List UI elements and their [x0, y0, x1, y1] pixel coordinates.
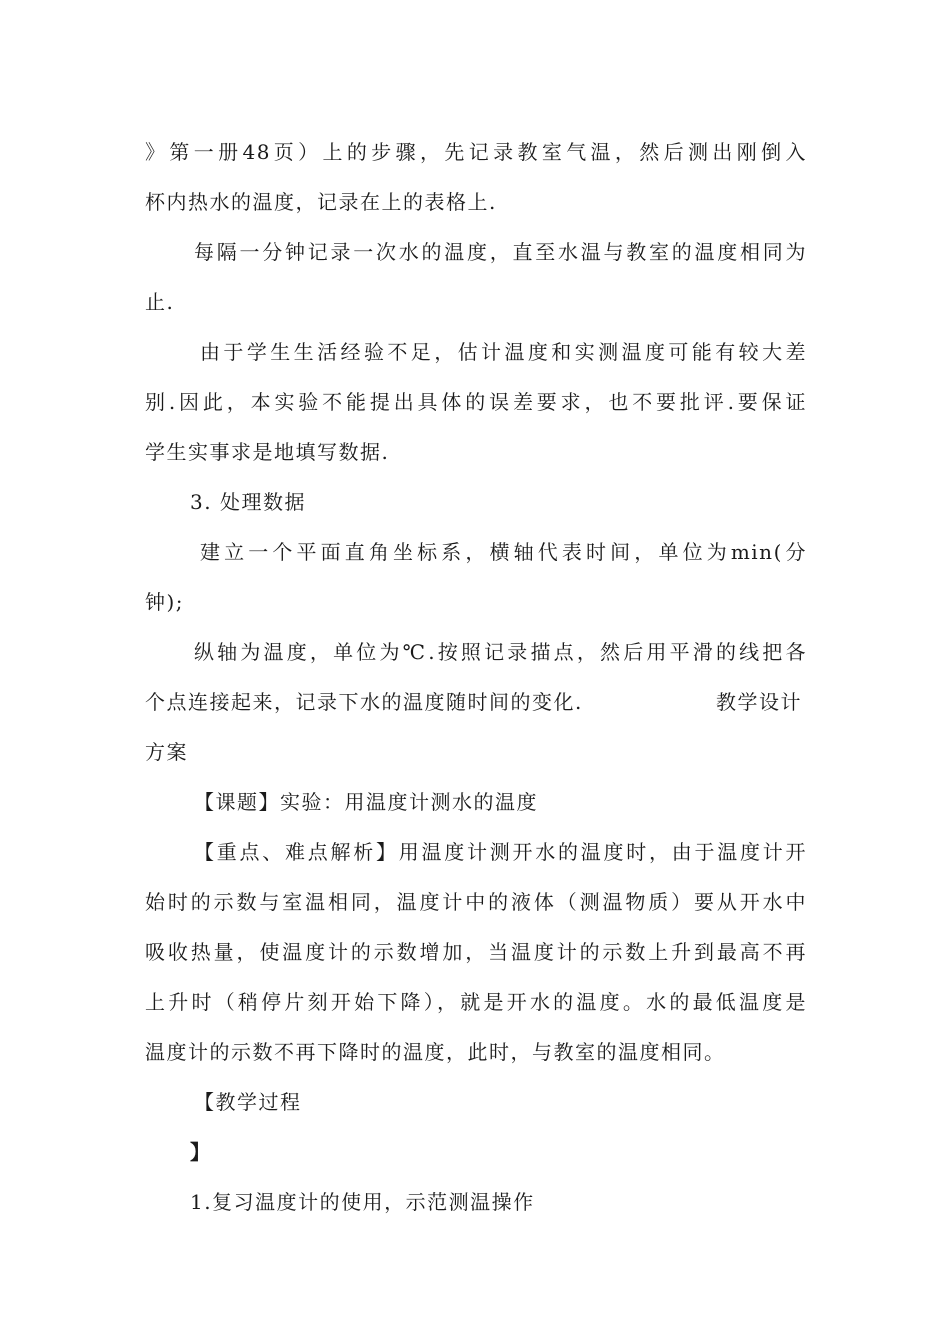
paragraph-line: 方案 — [145, 740, 188, 764]
paragraph-line: 每隔一分钟记录一次水的温度，直至水温与教室的温度相同为 — [194, 240, 807, 264]
paragraph-line: 始时的示数与室温相同，温度计中的液体（测温物质）要从开水中 — [145, 890, 807, 914]
bracket-line: 】 — [190, 1140, 212, 1164]
paragraph-line: 止. — [145, 290, 175, 314]
paragraph-line: 学生实事求是地填写数据. — [145, 440, 390, 464]
paragraph-line: 由于学生生活经验不足，估计温度和实测温度可能有较大差 — [200, 340, 807, 364]
paragraph-line: 别.因此，本实验不能提出具体的误差要求，也不要批评.要保证 — [145, 390, 807, 414]
paragraph-line: 建立一个平面直角坐标系，横轴代表时间，单位为min(分 — [200, 540, 807, 564]
paragraph-line: 【重点、难点解析】用温度计测开水的温度时，由于温度计开 — [194, 840, 807, 864]
paragraph-line: 温度计的示数不再下降时的温度，此时，与教室的温度相同。 — [145, 1040, 726, 1064]
topic-heading: 【课题】实验：用温度计测水的温度 — [194, 790, 538, 814]
paragraph-line: 上升时（稍停片刻开始下降），就是开水的温度。水的最低温度是 — [145, 990, 807, 1014]
paragraph-line-tail: 教学设计 — [716, 690, 802, 714]
paragraph-line: 钟); — [145, 590, 185, 614]
list-item: 1.复习温度计的使用，示范测温操作 — [190, 1190, 535, 1214]
section-heading: 3. 处理数据 — [190, 490, 306, 514]
paragraph-line: 吸收热量，使温度计的示数增加，当温度计的示数上升到最高不再 — [145, 940, 807, 964]
paragraph-line: 个点连接起来，记录下水的温度随时间的变化. — [145, 690, 583, 714]
section-heading: 【教学过程 — [194, 1090, 302, 1114]
paragraph-line: 杯内热水的温度，记录在上的表格上. — [145, 190, 497, 214]
paragraph-line: 》第一册48页）上的步骤，先记录教室气温，然后测出刚倒入 — [145, 140, 807, 164]
paragraph-line: 纵轴为温度，单位为℃.按照记录描点，然后用平滑的线把各 — [194, 640, 807, 664]
